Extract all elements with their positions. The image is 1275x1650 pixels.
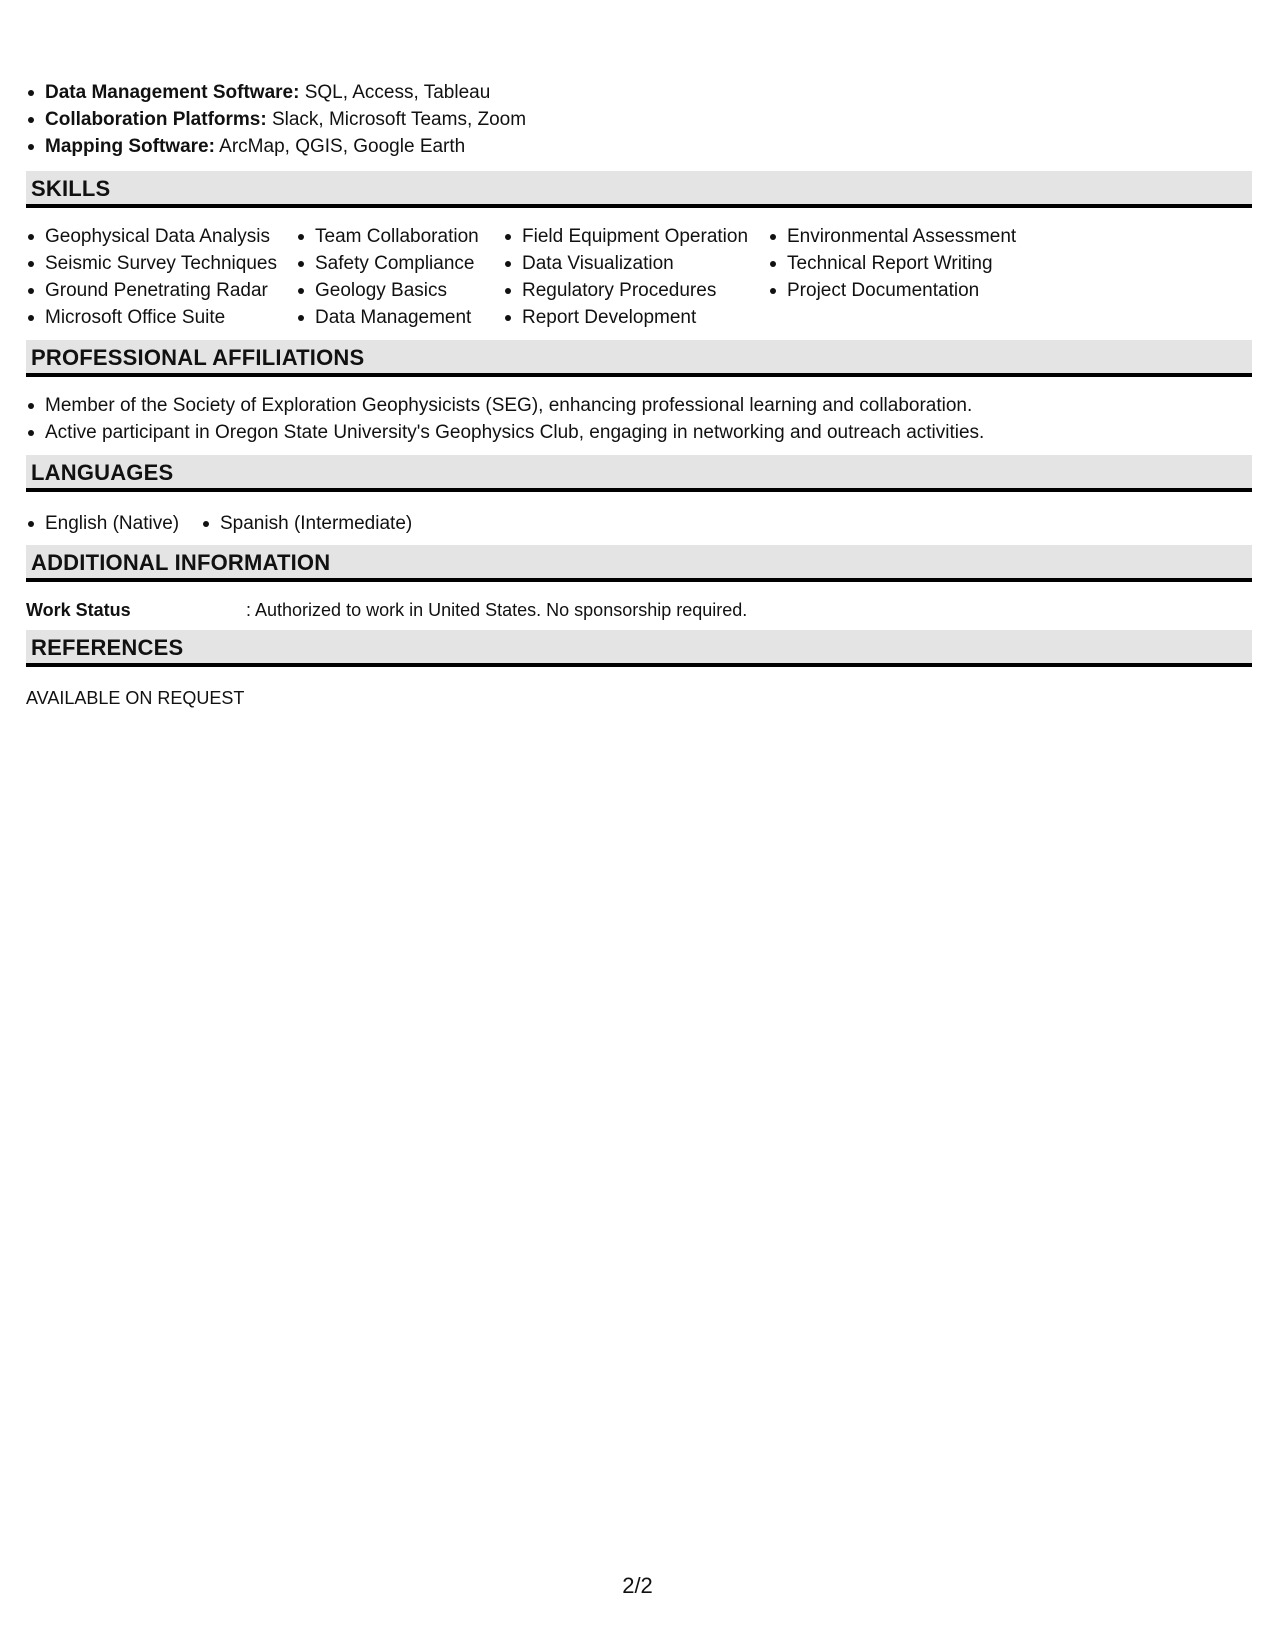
section-title: PROFESSIONAL AFFILIATIONS bbox=[31, 345, 365, 370]
tech-category-value: SQL, Access, Tableau bbox=[299, 82, 491, 103]
section-title: SKILLS bbox=[31, 176, 111, 201]
skill-item: Microsoft Office Suite bbox=[26, 304, 277, 331]
skill-item: Technical Report Writing bbox=[768, 250, 1016, 277]
skills-column-3 bbox=[503, 223, 748, 331]
list-item bbox=[26, 133, 526, 160]
list-item bbox=[26, 106, 526, 133]
skill-item: Regulatory Procedures bbox=[503, 277, 748, 304]
work-status-label: Work Status bbox=[26, 600, 131, 620]
skill-item: Seismic Survey Techniques bbox=[26, 250, 277, 277]
skill-item: Data Management bbox=[296, 304, 479, 331]
skills-column-1 bbox=[26, 223, 277, 331]
skill-item: Field Equipment Operation bbox=[503, 223, 748, 250]
skill-item: Geophysical Data Analysis bbox=[26, 223, 277, 250]
language-item: English (Native) bbox=[26, 510, 179, 537]
tech-category-label: Collaboration Platforms: bbox=[45, 109, 267, 130]
skill-item: Safety Compliance bbox=[296, 250, 479, 277]
section-title: REFERENCES bbox=[31, 635, 184, 660]
skill-item: Geology Basics bbox=[296, 277, 479, 304]
affiliation-item: Member of the Society of Exploration Geophysicists (SEG), enhancing professional learning and collaboration. bbox=[26, 392, 984, 419]
skills-column-2 bbox=[296, 223, 479, 331]
tech-category-label: Data Management Software: bbox=[45, 82, 300, 103]
skill-item: Ground Penetrating Radar bbox=[26, 277, 277, 304]
affiliations-section-header bbox=[26, 340, 1252, 377]
tech-category-label: Mapping Software: bbox=[45, 136, 215, 157]
technical-skills-list bbox=[26, 79, 526, 160]
skill-item: Report Development bbox=[503, 304, 748, 331]
skills-section-header bbox=[26, 171, 1252, 208]
references-section-header bbox=[26, 630, 1252, 667]
language-item: Spanish (Intermediate) bbox=[201, 510, 412, 537]
additional-info-section-header bbox=[26, 545, 1252, 582]
skill-item: Team Collaboration bbox=[296, 223, 479, 250]
section-title: LANGUAGES bbox=[31, 460, 174, 485]
skill-item: Data Visualization bbox=[503, 250, 748, 277]
page-number: 2/2 bbox=[622, 1573, 653, 1598]
affiliation-item: Active participant in Oregon State University's Geophysics Club, engaging in networking and outreach activities. bbox=[26, 419, 984, 446]
work-status-value: : Authorized to work in United States. No sponsorship required. bbox=[246, 600, 748, 620]
tech-category-value: Slack, Microsoft Teams, Zoom bbox=[266, 109, 527, 130]
list-item bbox=[26, 79, 526, 106]
references-text: AVAILABLE ON REQUEST bbox=[26, 688, 245, 708]
skill-item: Environmental Assessment bbox=[768, 223, 1016, 250]
languages-section-header bbox=[26, 455, 1252, 492]
tech-category-value: ArcMap, QGIS, Google Earth bbox=[214, 136, 466, 157]
skills-column-4 bbox=[768, 223, 1016, 304]
skill-item: Project Documentation bbox=[768, 277, 1016, 304]
affiliations-list bbox=[26, 392, 984, 446]
section-title: ADDITIONAL INFORMATION bbox=[31, 550, 331, 575]
